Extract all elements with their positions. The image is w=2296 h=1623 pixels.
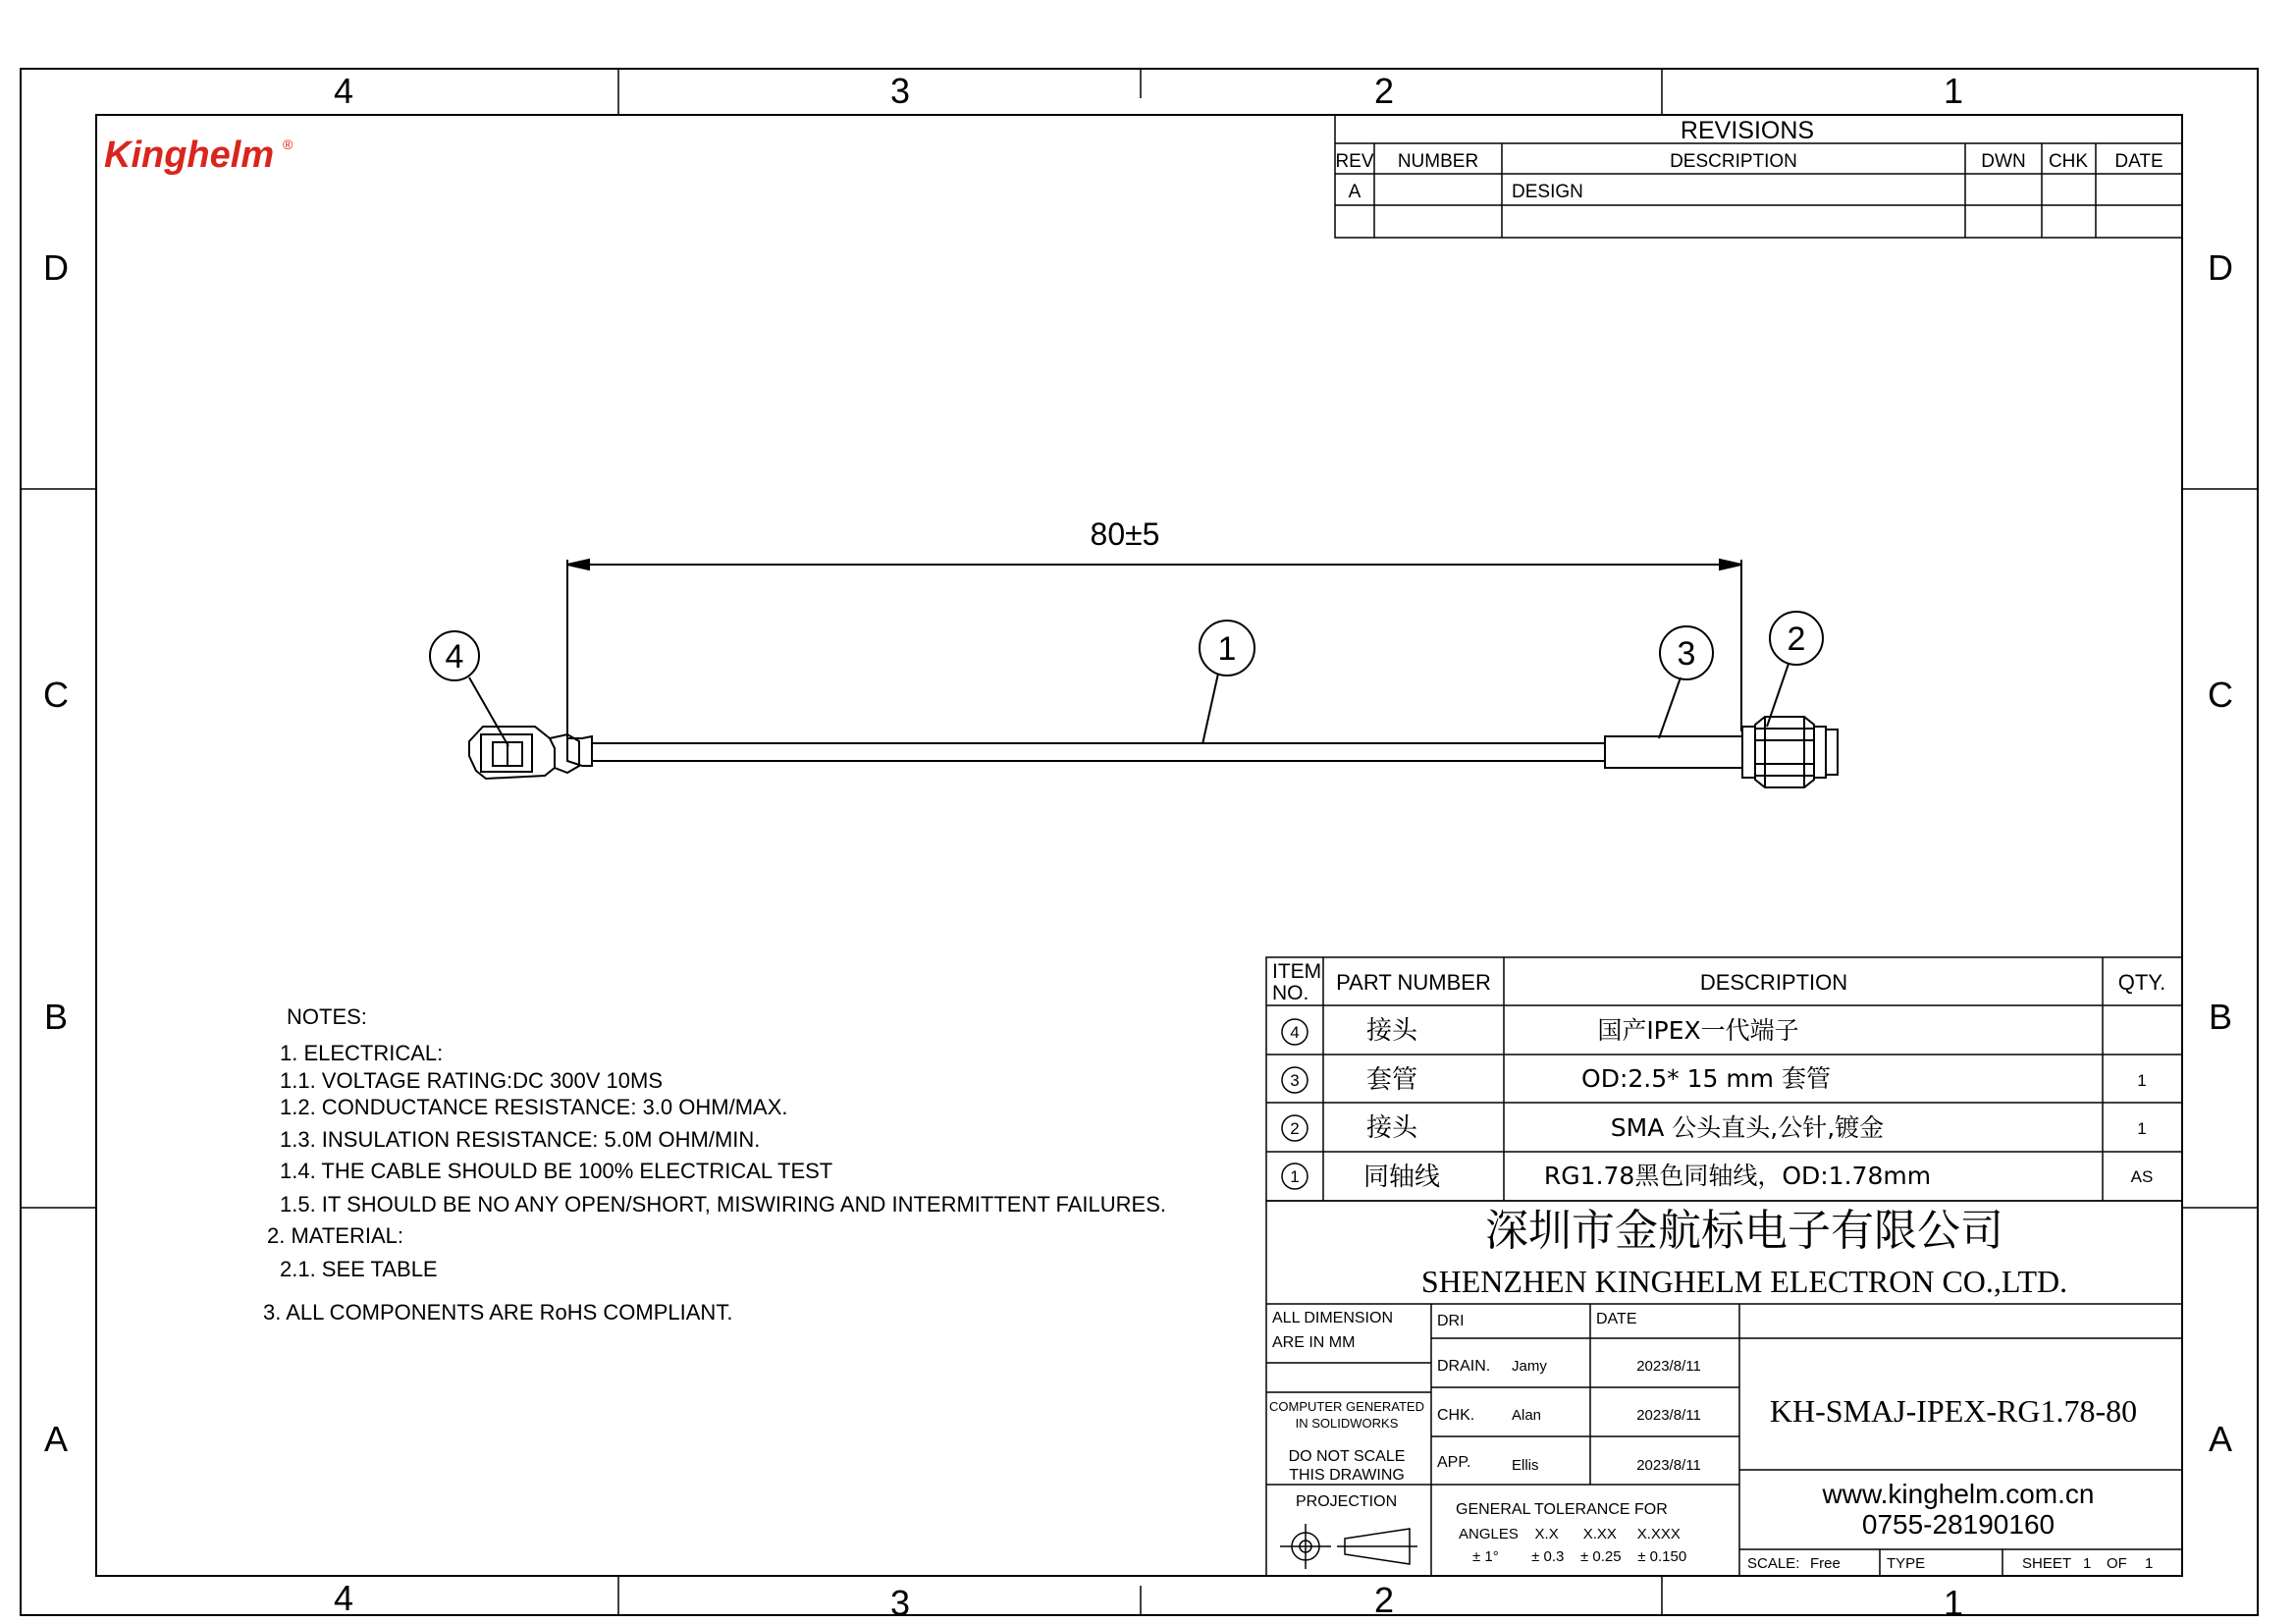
note-line: 2. MATERIAL: <box>267 1223 403 1248</box>
balloon-4 <box>430 631 508 746</box>
zone-row-c-right: C <box>2208 675 2233 715</box>
bom-description: SMA 公头直头,公针,镀金 <box>1610 1113 1885 1142</box>
coax-cable <box>592 743 1605 761</box>
scale-label: SCALE: <box>1747 1555 1800 1572</box>
computer-generated: COMPUTER GENERATED <box>1269 1399 1424 1414</box>
app-date: 2023/8/11 <box>1636 1457 1701 1474</box>
rev-header-dwn: DWN <box>1981 151 2026 172</box>
note-line: 1.3. INSULATION RESISTANCE: 5.0M OHM/MIN. <box>280 1127 761 1152</box>
zone-row-d-left: D <box>43 247 69 288</box>
zone-col-4-top: 4 <box>333 71 354 111</box>
balloon-2-label: 2 <box>1787 621 1806 658</box>
outer-border <box>21 69 2258 1615</box>
logo-text: Kinghelm <box>104 135 275 176</box>
rev-header-description: DESCRIPTION <box>1670 151 1797 172</box>
zone-row-c-left: C <box>43 675 69 715</box>
note-line: 1. ELECTRICAL: <box>280 1041 444 1065</box>
bom-item-number: 3 <box>1290 1071 1300 1090</box>
sma-connector <box>1742 717 1838 787</box>
bom-header-item: ITEM <box>1272 960 1322 983</box>
note-line: 1.2. CONDUCTANCE RESISTANCE: 3.0 OHM/MAX. <box>280 1095 788 1119</box>
zone-row-b-right: B <box>2208 997 2233 1037</box>
zone-dividers <box>21 69 2258 1615</box>
dimension-note: ARE IN MM <box>1272 1334 1356 1351</box>
dimension-text: 80±5 <box>1090 516 1160 552</box>
zone-col-4-bottom: 4 <box>333 1578 354 1618</box>
zone-col-2-top: 2 <box>1373 71 1395 111</box>
company-website: www.kinghelm.com.cn <box>1822 1479 2095 1509</box>
sheet-total: 1 <box>2145 1555 2154 1572</box>
zone-row-a-right: A <box>2208 1419 2233 1459</box>
heat-shrink-sleeve <box>1605 736 1742 768</box>
do-not-scale: THIS DRAWING <box>1289 1467 1405 1484</box>
projection-label: PROJECTION <box>1296 1493 1398 1510</box>
note-line: 2.1. SEE TABLE <box>280 1257 438 1281</box>
bom-header-item-no: NO. <box>1272 982 1309 1004</box>
zone-col-1-bottom: 1 <box>1943 1583 1964 1623</box>
ipex-connector <box>469 727 592 779</box>
bom-item-number: 1 <box>1290 1167 1300 1186</box>
chk-name: Alan <box>1512 1407 1542 1424</box>
zone-row-d-right: D <box>2208 247 2233 288</box>
bom-description: RG1.78黑色同轴线，OD:1.78mm <box>1543 1162 1932 1190</box>
notes <box>263 1004 1166 1325</box>
note-line: 1.4. THE CABLE SHOULD BE 100% ELECTRICAL TEST <box>280 1159 833 1183</box>
cable-assembly <box>430 560 1838 787</box>
kinghelm-logo <box>104 135 294 176</box>
bom-item-number: 4 <box>1290 1023 1300 1042</box>
first-angle-projection-icon <box>1280 1524 1417 1569</box>
chk-date: 2023/8/11 <box>1636 1407 1701 1424</box>
bom-part-name: 接头 <box>1365 1016 1418 1046</box>
rev-row-rev: A <box>1348 182 1362 202</box>
zone-col-2-bottom: 2 <box>1373 1580 1395 1620</box>
notes-heading: NOTES: <box>287 1004 367 1029</box>
bom-table <box>1266 957 2182 1201</box>
drain-date: 2023/8/11 <box>1636 1358 1701 1375</box>
bom-header-qty: QTY. <box>2117 970 2166 995</box>
sheet-number: 1 <box>2083 1555 2092 1572</box>
bom-item-number: 2 <box>1290 1119 1300 1138</box>
chk-label: CHK. <box>1437 1407 1475 1424</box>
dimension-note: ALL DIMENSION <box>1272 1310 1393 1326</box>
balloon-4-label: 4 <box>445 638 464 676</box>
type-label: TYPE <box>1887 1555 1926 1572</box>
bom-part-name: 接头 <box>1365 1113 1418 1143</box>
bom-qty: 1 <box>2137 1119 2147 1138</box>
company-phone: 0755-28190160 <box>1861 1509 2056 1540</box>
bom-header-description: DESCRIPTION <box>1699 970 1848 995</box>
bom-part-name: 套管 <box>1365 1065 1418 1095</box>
note-line: 1.1. VOLTAGE RATING:DC 300V 10MS <box>280 1068 664 1093</box>
zone-row-a-left: A <box>43 1419 69 1459</box>
of-label: OF <box>2107 1555 2127 1572</box>
rev-header-rev: REV <box>1335 151 1374 172</box>
note-line: 1.5. IT SHOULD BE NO ANY OPEN/SHORT, MISWIRING AND INTERMITTENT FAILURES. <box>280 1192 1166 1217</box>
bom-qty: 1 <box>2137 1071 2147 1090</box>
logo-registered-mark: ® <box>283 136 294 152</box>
app-name: Ellis <box>1512 1457 1539 1474</box>
revisions-table <box>1335 115 2182 238</box>
inner-border <box>96 115 2182 1576</box>
bom-part-name: 同轴线 <box>1362 1163 1441 1192</box>
dri-label: DRI <box>1437 1313 1465 1329</box>
dimension-arrow-left <box>567 560 589 569</box>
revisions-title: REVISIONS <box>1680 117 1815 144</box>
zone-col-3-top: 3 <box>889 71 911 111</box>
bom-description: OD:2.5* 15 mm 套管 <box>1581 1064 1831 1093</box>
rev-header-number: NUMBER <box>1397 151 1479 172</box>
balloon-3-label: 3 <box>1677 635 1696 673</box>
tolerance-headers: ANGLES X.X X.XX X.XXX <box>1459 1526 1681 1542</box>
sheet-label: SHEET <box>2022 1555 2072 1572</box>
rev-row-description: DESIGN <box>1512 182 1583 202</box>
do-not-scale: DO NOT SCALE <box>1288 1448 1406 1465</box>
note-line: 3. ALL COMPONENTS ARE RoHS COMPLIANT. <box>263 1300 733 1325</box>
scale-value: Free <box>1810 1555 1841 1572</box>
tolerance-title: GENERAL TOLERANCE FOR <box>1456 1501 1668 1518</box>
drawing-part-number: KH-SMAJ-IPEX-RG1.78-80 <box>1769 1393 2138 1429</box>
zone-col-1-top: 1 <box>1943 71 1964 111</box>
bom-qty: AS <box>2130 1167 2154 1186</box>
dimension-arrow-right <box>1720 560 1741 569</box>
company-name-en: SHENZHEN KINGHELM ELECTRON CO.,LTD. <box>1420 1264 2068 1299</box>
drain-label: DRAIN. <box>1437 1358 1491 1375</box>
app-label: APP. <box>1437 1454 1471 1471</box>
zone-row-b-left: B <box>43 997 69 1037</box>
bom-description: 国产IPEX一代端子 <box>1597 1016 1799 1045</box>
zone-col-3-bottom: 3 <box>889 1583 911 1623</box>
rev-header-date: DATE <box>2114 151 2163 172</box>
tolerance-values: ± 1° ± 0.3 ± 0.25 ± 0.150 <box>1472 1548 1687 1565</box>
bom-header-part: PART NUMBER <box>1336 970 1491 995</box>
title-block <box>1266 1201 2182 1576</box>
company-name-cn: 深圳市金航标电子有限公司 <box>1485 1206 2003 1256</box>
rev-header-chk: CHK <box>2048 151 2089 172</box>
date-label: DATE <box>1596 1311 1637 1327</box>
drain-name: Jamy <box>1512 1358 1547 1375</box>
computer-generated: IN SOLIDWORKS <box>1295 1416 1399 1431</box>
balloon-1-label: 1 <box>1217 630 1237 668</box>
